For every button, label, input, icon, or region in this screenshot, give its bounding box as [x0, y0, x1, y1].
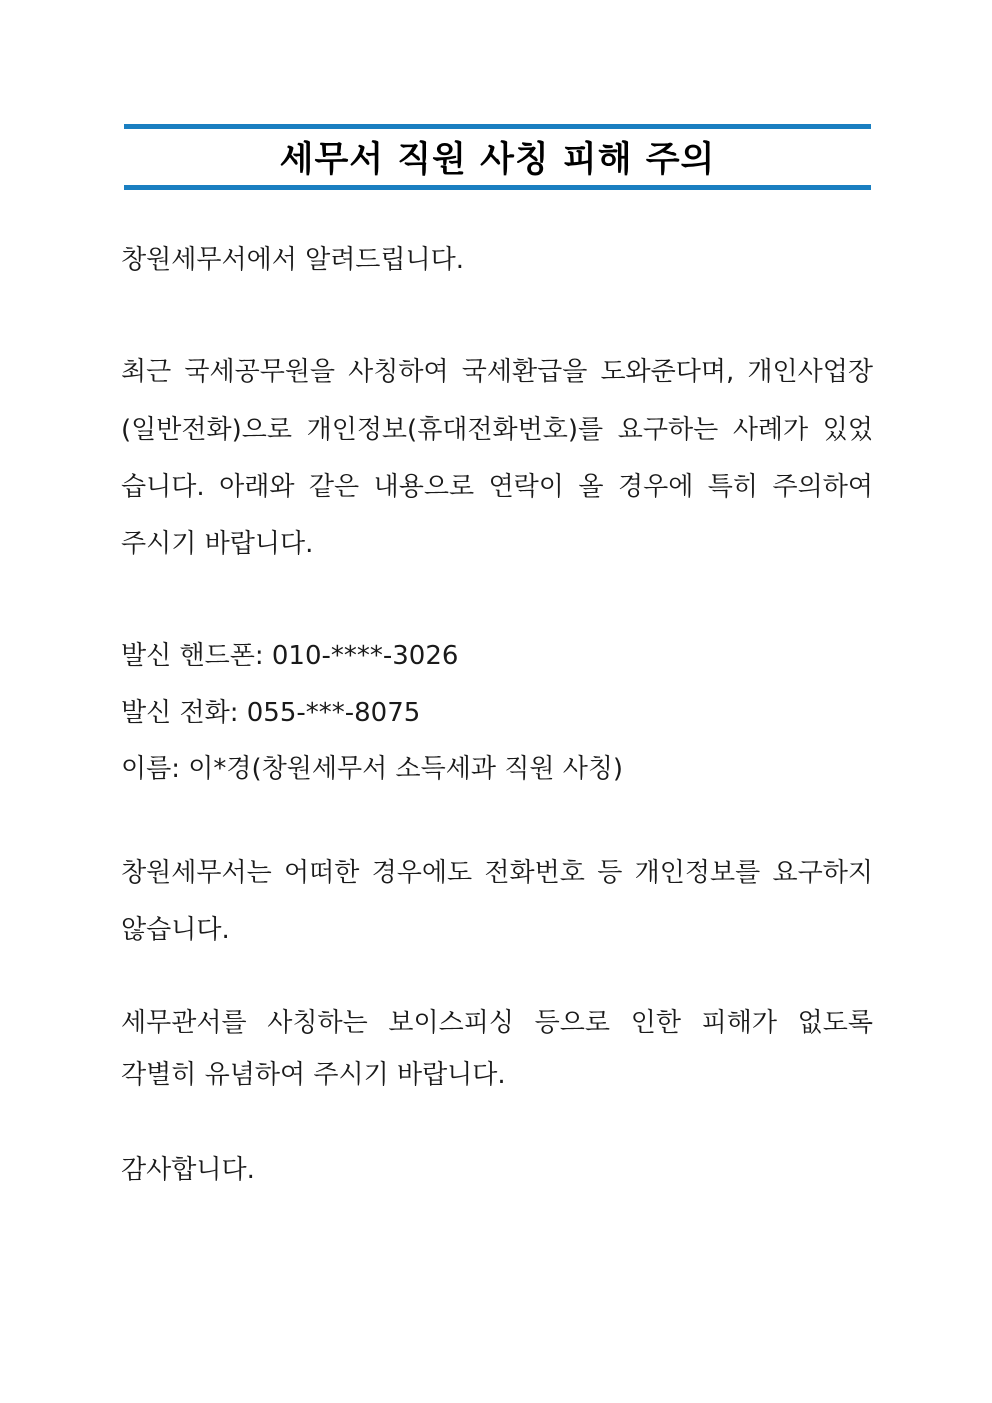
page-title: 세무서 직원 사칭 피해 주의 — [279, 140, 716, 180]
caution-line: 각별히 유념하여 주시기 바랍니다. — [121, 1060, 506, 1090]
policy-line: 않습니다. — [121, 915, 230, 945]
notice-line: 최근 국세공무원을 사칭하여 국세환급을 도와준다며, 개인사업장 — [121, 357, 873, 387]
greeting-text: 창원세무서에서 알려드립니다. — [121, 245, 465, 275]
notice-line: 습니다. 아래와 같은 내용으로 연락이 올 경우에 특히 주의하여 — [121, 472, 873, 502]
notice-line: (일반전화)으로 개인정보(휴대전화번호)를 요구하는 사례가 있었 — [121, 415, 873, 445]
caller-phone: 발신 전화: 055-***-8075 — [121, 698, 421, 728]
caller-name: 이름: 이*경(창원세무서 소득세과 직원 사칭) — [121, 754, 624, 784]
notice-line: 주시기 바랍니다. — [121, 529, 314, 559]
closing-text: 감사합니다. — [121, 1155, 255, 1185]
title-banner — [124, 124, 871, 190]
caller-mobile: 발신 핸드폰: 010-****-3026 — [121, 641, 459, 671]
caution-line: 세무관서를 사칭하는 보이스피싱 등으로 인한 피해가 없도록 — [121, 1008, 873, 1038]
policy-line: 창원세무서는 어떠한 경우에도 전화번호 등 개인정보를 요구하지 — [121, 858, 873, 888]
